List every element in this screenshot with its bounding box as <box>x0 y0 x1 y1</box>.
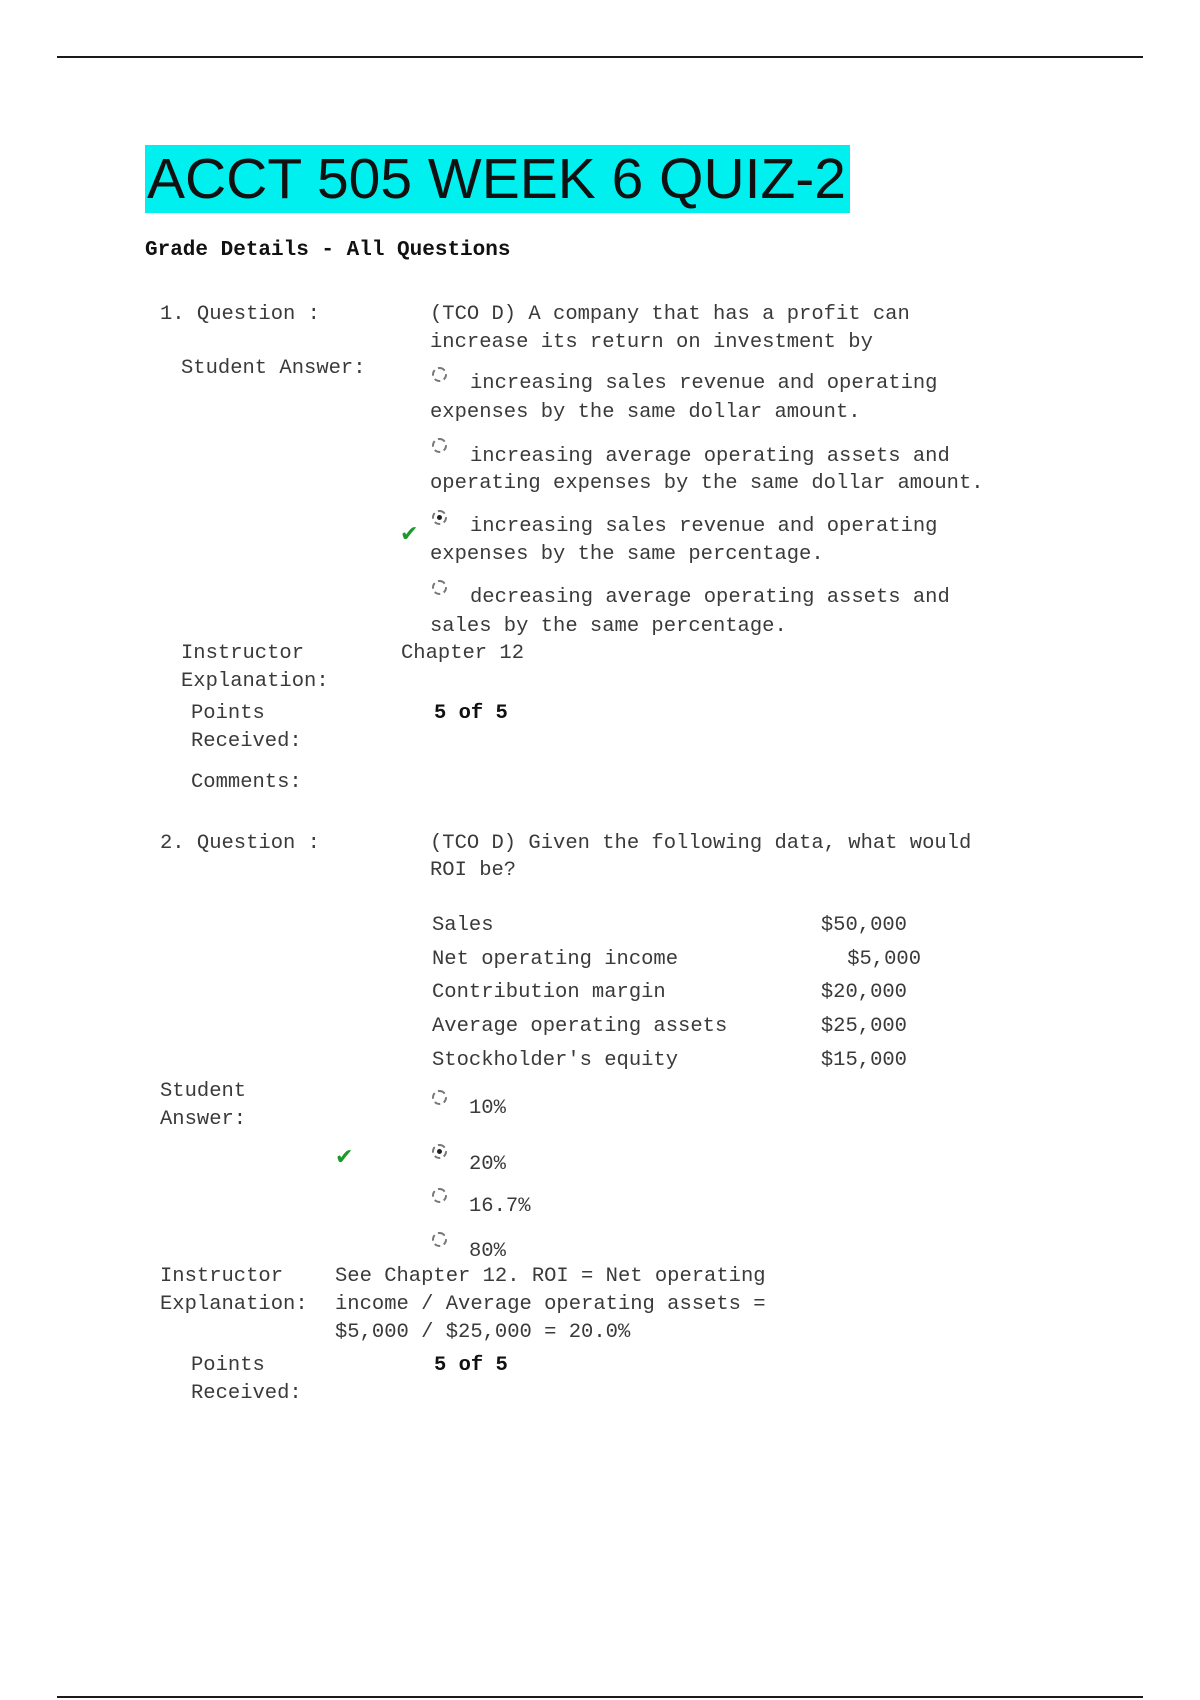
q1-option-1-radio[interactable] <box>432 367 447 382</box>
q2-instructor-label-1: Instructor <box>160 1265 284 1288</box>
q2-option-4-label: 80% <box>469 1240 506 1263</box>
q1-question-line1: (TCO D) A company that has a profit can <box>430 303 910 326</box>
q2-instructor-line2: income / Average operating assets = <box>335 1293 766 1316</box>
data-row-value: $15,000 <box>820 1049 907 1072</box>
q1-points-label-2: Received: <box>191 730 302 753</box>
q1-option-3-line1: increasing sales revenue and operating <box>470 515 938 538</box>
q1-option-3-line2: expenses by the same percentage. <box>430 543 824 566</box>
data-row-value: $50,000 <box>820 914 907 937</box>
q1-question-line2: increase its return on investment by <box>430 331 873 354</box>
q1-option-1-line2: expenses by the same dollar amount. <box>430 401 861 424</box>
q1-student-answer-label: Student Answer: <box>181 357 366 380</box>
q2-option-1-radio[interactable] <box>432 1090 447 1105</box>
q1-instructor-explanation: Chapter 12 <box>401 642 525 665</box>
q1-comments-label: Comments: <box>191 771 302 794</box>
q2-option-4-radio[interactable] <box>432 1232 447 1247</box>
q1-correct-check-icon: ✔ <box>400 522 419 547</box>
q2-option-3-radio[interactable] <box>432 1188 447 1203</box>
q2-question-line1: (TCO D) Given the following data, what would <box>430 832 972 855</box>
q1-option-2-radio[interactable] <box>432 438 447 453</box>
q2-points-value: 5 of 5 <box>434 1354 508 1377</box>
q1-option-4-radio[interactable] <box>432 580 447 595</box>
data-row-value: $20,000 <box>820 981 907 1004</box>
q2-instructor-line3: $5,000 / $25,000 = 20.0% <box>335 1321 631 1344</box>
q1-option-3-radio[interactable] <box>432 510 447 525</box>
grade-details-heading: Grade Details - All Questions <box>145 239 511 262</box>
data-row-value: $25,000 <box>820 1015 907 1038</box>
q2-question-line2: ROI be? <box>430 859 517 882</box>
q2-option-2-label: 20% <box>469 1153 506 1176</box>
q2-option-3-label: 16.7% <box>469 1195 531 1218</box>
data-row-label: Net operating income <box>432 948 679 971</box>
data-row-label: Stockholder's equity <box>432 1049 679 1072</box>
q1-points-value: 5 of 5 <box>434 702 508 725</box>
q1-points-label-1: Points <box>191 702 265 725</box>
q1-option-1-line1: increasing sales revenue and operating <box>470 372 938 395</box>
data-row-value: $5,000 <box>847 948 921 971</box>
data-row-label: Contribution margin <box>432 981 666 1004</box>
bottom-rule <box>57 1696 1143 1698</box>
q1-instructor-label-1: Instructor <box>181 642 305 665</box>
q2-instructor-line1: See Chapter 12. ROI = Net operating <box>335 1265 766 1288</box>
q1-option-2-line2: operating expenses by the same dollar amount. <box>430 472 984 495</box>
data-row-label: Average operating assets <box>432 1015 728 1038</box>
q2-correct-check-icon: ✔ <box>335 1145 354 1170</box>
q2-points-label-2: Received: <box>191 1382 302 1405</box>
q2-number-label: 2. Question : <box>160 832 320 855</box>
q2-points-label-1: Points <box>191 1354 265 1377</box>
q2-instructor-label-2: Explanation: <box>160 1293 308 1316</box>
top-rule <box>57 56 1143 58</box>
q1-number-label: 1. Question : <box>160 303 320 326</box>
q1-option-2-line1: increasing average operating assets and <box>470 445 950 468</box>
q1-instructor-label-2: Explanation: <box>181 670 329 693</box>
q2-option-1-label: 10% <box>469 1097 506 1120</box>
page-title: ACCT 505 WEEK 6 QUIZ-2 <box>145 145 850 213</box>
q2-student-answer-label-1: Student <box>160 1080 247 1103</box>
q1-option-4-line2: sales by the same percentage. <box>430 615 787 638</box>
data-row-label: Sales <box>432 914 494 937</box>
q1-option-4-line1: decreasing average operating assets and <box>470 586 950 609</box>
q2-option-2-radio[interactable] <box>432 1144 447 1159</box>
q2-student-answer-label-2: Answer: <box>160 1108 247 1131</box>
